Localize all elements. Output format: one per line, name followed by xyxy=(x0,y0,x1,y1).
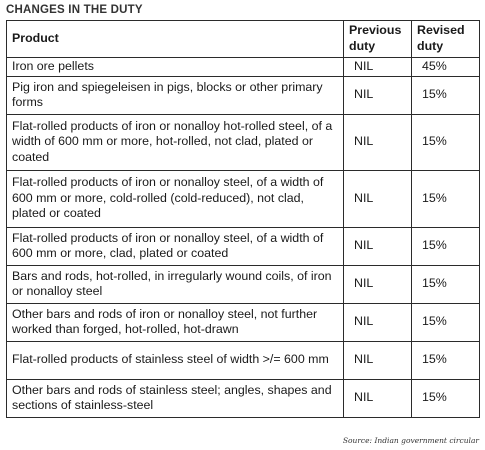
product-cell: Bars and rods, hot-rolled, in irregularly wound coils, of iron or nonalloy steel xyxy=(7,265,344,303)
source-note: Source: Indian government circular xyxy=(342,436,479,445)
table-row xyxy=(7,76,480,114)
header-revised-duty: Revised duty xyxy=(412,21,480,58)
revised-duty-cell: 15% xyxy=(412,379,480,417)
table-row xyxy=(7,58,480,77)
previous-duty-cell: NIL xyxy=(344,76,412,114)
table-title: CHANGES IN THE DUTY xyxy=(6,4,143,16)
previous-duty-cell: NIL xyxy=(344,265,412,303)
product-cell: Flat-rolled products of iron or nonalloy hot-rolled steel, of a width of 600 mm or more, hot-rolled, not clad, plated or coated xyxy=(7,114,344,170)
product-cell: Flat-rolled products of iron or nonalloy steel, of a width of 600 mm or more, clad, plated or coated xyxy=(7,227,344,265)
previous-duty-cell: NIL xyxy=(344,303,412,341)
product-cell: Other bars and rods of iron or nonalloy steel, not further worked than forged, hot-rolled, hot-drawn xyxy=(7,303,344,341)
table-row xyxy=(7,227,480,265)
revised-duty-cell: 15% xyxy=(412,227,480,265)
header-row xyxy=(7,21,480,58)
previous-duty-cell: NIL xyxy=(344,58,412,77)
previous-duty-cell: NIL xyxy=(344,114,412,170)
previous-duty-cell: NIL xyxy=(344,170,412,227)
product-cell: Iron ore pellets xyxy=(7,58,344,77)
header-previous-duty: Previous duty xyxy=(344,21,412,58)
duty-table xyxy=(6,20,480,418)
product-cell: Other bars and rods of stainless steel; angles, shapes and sections of stainless-steel xyxy=(7,379,344,417)
table-row xyxy=(7,265,480,303)
previous-duty-cell: NIL xyxy=(344,227,412,265)
header-product: Product xyxy=(7,21,344,58)
product-cell: Flat-rolled products of stainless steel of width >/= 600 mm xyxy=(7,341,344,379)
previous-duty-cell: NIL xyxy=(344,341,412,379)
table-row xyxy=(7,341,480,379)
product-cell: Flat-rolled products of iron or nonalloy steel, of a width of 600 mm or more, cold-rolled (cold-reduced), not clad, plated or coated xyxy=(7,170,344,227)
revised-duty-cell: 15% xyxy=(412,170,480,227)
previous-duty-cell: NIL xyxy=(344,379,412,417)
table-row xyxy=(7,114,480,170)
table-row xyxy=(7,303,480,341)
table-row xyxy=(7,170,480,227)
revised-duty-cell: 45% xyxy=(412,58,480,77)
revised-duty-cell: 15% xyxy=(412,114,480,170)
revised-duty-cell: 15% xyxy=(412,341,480,379)
revised-duty-cell: 15% xyxy=(412,303,480,341)
revised-duty-cell: 15% xyxy=(412,265,480,303)
revised-duty-cell: 15% xyxy=(412,76,480,114)
table-row xyxy=(7,379,480,417)
product-cell: Pig iron and spiegeleisen in pigs, blocks or other primary forms xyxy=(7,76,344,114)
